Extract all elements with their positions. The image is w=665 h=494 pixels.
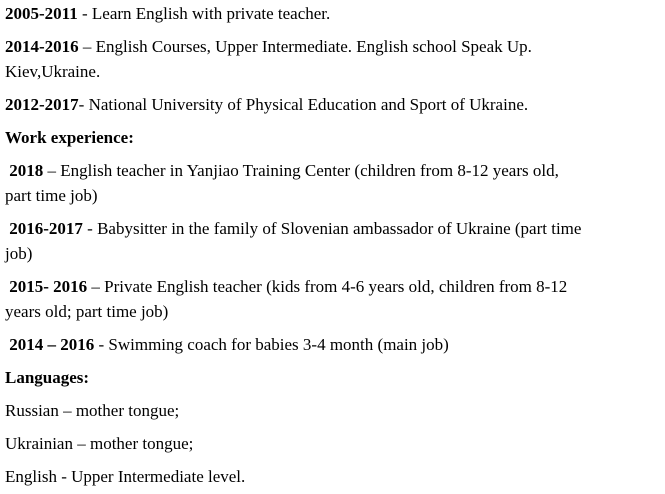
text-run: English - Upper Intermediate level. <box>5 467 246 486</box>
bold-text-run: Work experience: <box>5 128 134 147</box>
text-run: - Learn English with private teacher. <box>77 4 331 23</box>
bold-text-run: 2016-2017 <box>5 219 83 238</box>
paragraph <box>5 158 659 208</box>
bold-text-run: 2005-2011 <box>5 4 78 23</box>
text-run: years old; part time job) <box>5 302 169 321</box>
bold-text-run: Languages: <box>5 368 90 387</box>
text-run: – Private English teacher (kids from 4-6 years old, children from 8-12 <box>87 277 568 296</box>
text-run: Ukrainian – mother tongue; <box>5 434 194 453</box>
paragraph <box>5 398 659 423</box>
bold-text-run: 2018 <box>5 161 44 180</box>
text-run: – English teacher in Yanjiao Training Center (children from 8-12 years old, <box>43 161 559 180</box>
text-run: - Babysitter in the family of Slovenian ambassador of Ukraine (part time <box>82 219 582 238</box>
paragraph <box>5 1 659 26</box>
bold-text-run: 2014 – 2016 <box>5 335 95 354</box>
bold-text-run: 2015- 2016 <box>5 277 88 296</box>
text-run: job) <box>5 244 33 263</box>
text-run: - National University of Physical Education and Sport of Ukraine. <box>78 95 529 114</box>
paragraph <box>5 274 659 324</box>
bold-text-run: 2014-2016 <box>5 37 79 56</box>
paragraph <box>5 431 659 456</box>
paragraph <box>5 365 659 390</box>
document-content <box>5 1 659 489</box>
text-run: - Swimming coach for babies 3-4 month (main job) <box>94 335 449 354</box>
paragraph <box>5 125 659 150</box>
text-run: Kiev,Ukraine. <box>5 62 101 81</box>
paragraph <box>5 216 659 266</box>
paragraph <box>5 92 659 117</box>
paragraph <box>5 332 659 357</box>
text-run: Russian – mother tongue; <box>5 401 180 420</box>
text-run: – English Courses, Upper Intermediate. English school Speak Up. <box>78 37 532 56</box>
text-run: part time job) <box>5 186 98 205</box>
paragraph <box>5 34 659 84</box>
bold-text-run: 2012-2017 <box>5 95 79 114</box>
paragraph <box>5 464 659 489</box>
